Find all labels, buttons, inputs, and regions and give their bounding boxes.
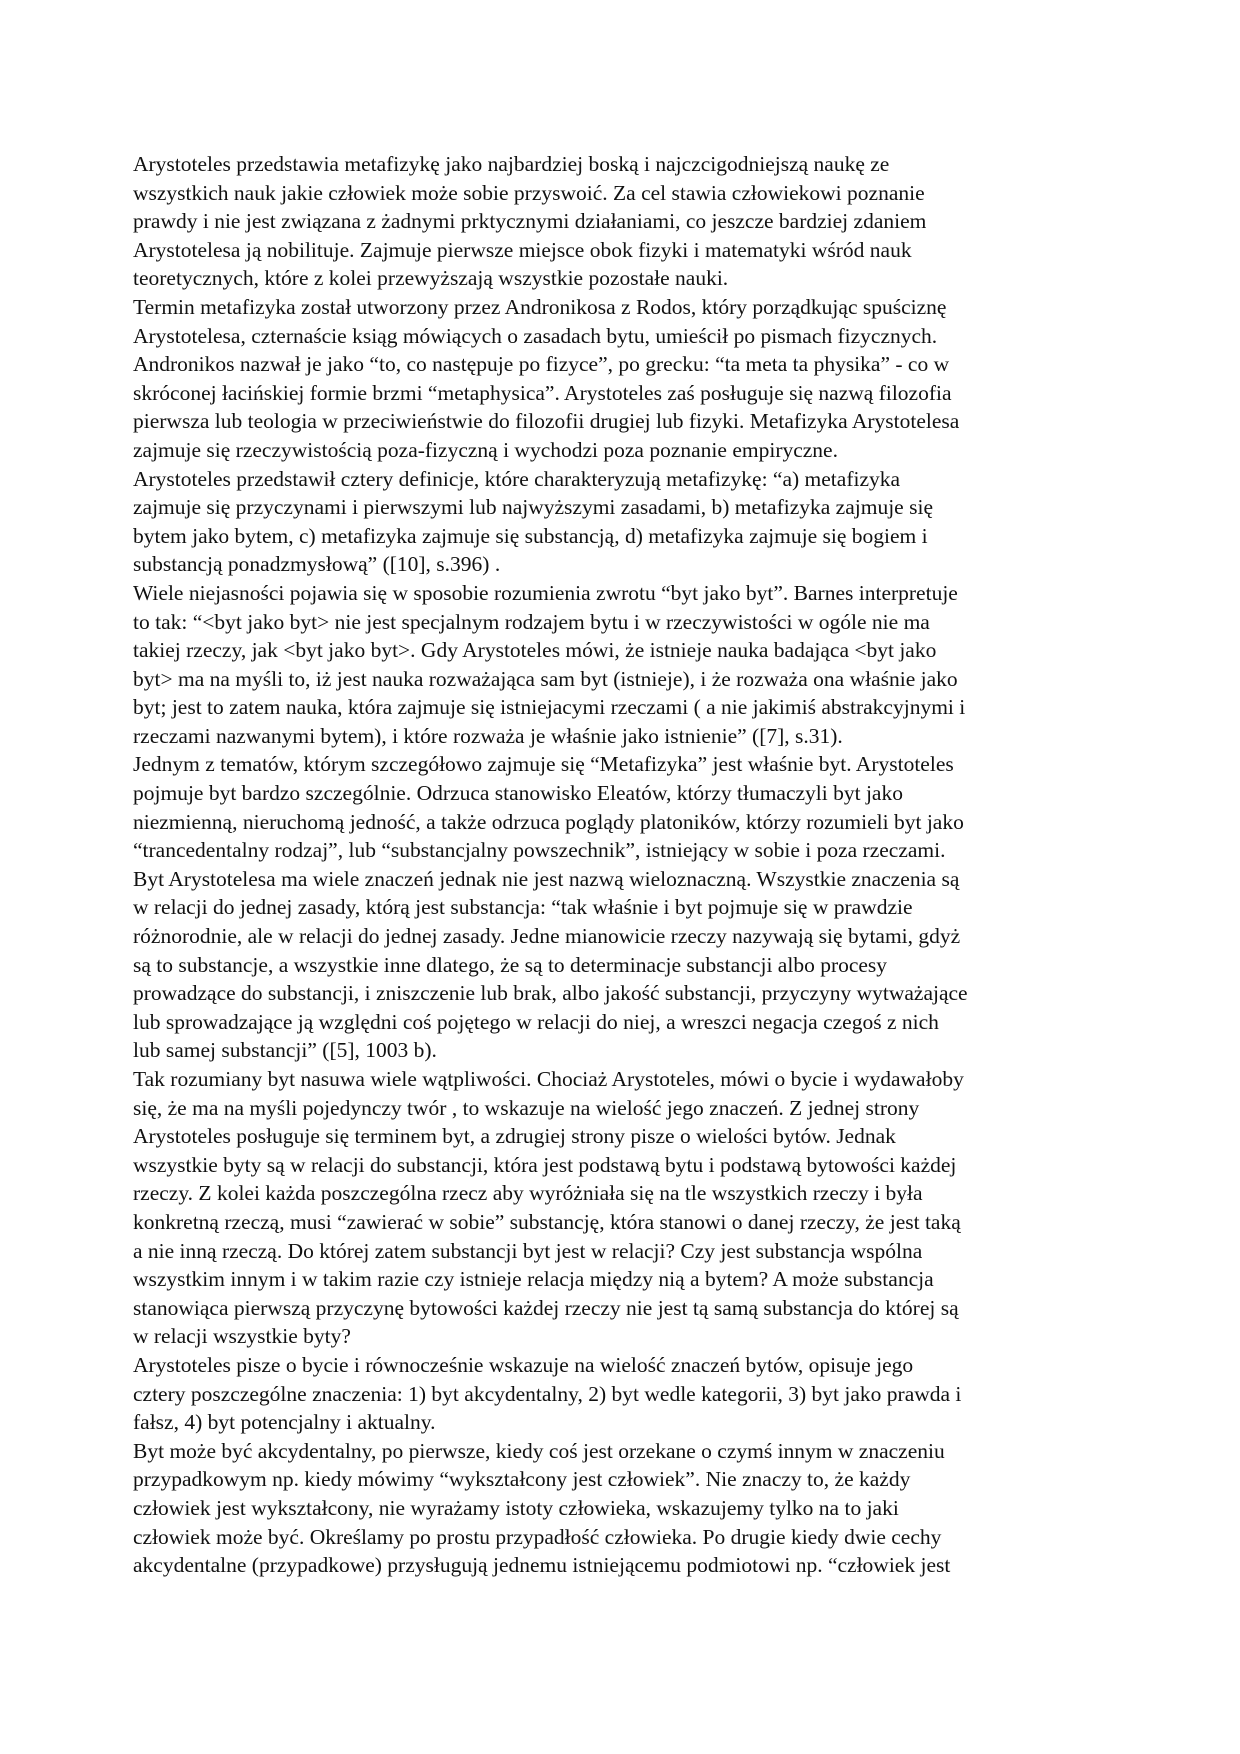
text-line: a nie inną rzeczą. Do której zatem substancji byt jest w relacji? Czy jest substancja wspólna — [133, 1238, 923, 1263]
text-line: bytem jako bytem, c) metafizyka zajmuje się substancją, d) metafizyka zajmuje się bogiem i — [133, 523, 928, 548]
text-line: Tak rozumiany byt nasuwa wiele wątpliwości. Chociaż Arystoteles, mówi o bycie i wydawałoby — [133, 1067, 964, 1091]
text-line: lub samej substancji” ([5], 1003 b). — [133, 1038, 437, 1063]
text-line: rzeczy. Z kolei każda poszczególna rzecz aby wyróżniała się na tle wszystkich rzeczy i była — [133, 1181, 923, 1206]
text-line: Jednym z tematów, którym szczegółowo zajmuje się “Metafizyka” jest właśnie byt. Arystoteles — [133, 752, 954, 777]
text-line: Termin metafizyka został utworzony przez Andronikosa z Rodos, który porządkując spuściznę — [133, 294, 947, 319]
text-line: takiej rzeczy, jak <byt jako byt>. Gdy Arystoteles mówi, że istnieje nauka badająca <byt jako — [133, 638, 937, 663]
text-line: cztery poszczególne znaczenia: 1) byt akcydentalny, 2) byt wedle kategorii, 3) byt jako prawda i — [133, 1381, 962, 1406]
text-line: wszystkie byty są w relacji do substancji, która jest podstawą bytu i podstawą bytowości każdej — [133, 1152, 957, 1177]
text-line: substancją ponadzmysłową” ([10], s.396) . — [133, 552, 501, 577]
text-line: Wiele niejasności pojawia się w sposobie rozumienia zwrotu “byt jako byt”. Barnes interpretuje — [133, 580, 958, 605]
text-line: prowadzące do substancji, i zniszczenie lub brak, albo jakość substancji, przyczyny wytważające — [133, 981, 968, 1006]
text-line: Arystoteles pisze o bycie i równocześnie wskazuje na wielość znaczeń bytów, opisuje jego — [133, 1352, 914, 1377]
text-line: byt> ma na myśli to, iż jest nauka rozważająca sam byt (istnieje), i że rozważa ona właśnie jako — [133, 666, 958, 691]
text-line: teoretycznych, które z kolei przewyższają wszystkie pozostałe nauki. — [133, 266, 729, 291]
text-line: wszystkich nauk jakie człowiek może sobie przyswoić. Za cel stawia człowiekowi poznanie — [133, 180, 925, 205]
text-line: Arystoteles przedstawił cztery definicje, które charakteryzują metafizykę: “a) metafizyka — [133, 466, 901, 491]
text-line: zajmuje się rzeczywistością poza-fizyczną i wychodzi poza poznanie empiryczne. — [133, 437, 838, 462]
text-line: Arystotelesa ją nobilituje. Zajmuje pierwsze miejsce obok fizyki i matematyki wśród nauk — [133, 237, 912, 262]
text-line: Arystoteles przedstawia metafizykę jako najbardziej boską i najczcigodniejszą naukę ze — [133, 152, 890, 176]
text-line: “trancedentalny rodzaj”, lub “substancjalny powszechnik”, istniejący w sobie i poza rzeczami. — [133, 838, 946, 863]
text-line: pierwsza lub teologia w przeciwieństwie do filozofii drugiej lub fizyki. Metafizyka Arystotelesa — [133, 409, 960, 434]
text-line: Arystoteles posługuje się terminem byt, a zdrugiej strony pisze o wielości bytów. Jednak — [133, 1124, 896, 1149]
text-line: Byt może być akcydentalny, po pierwsze, kiedy coś jest orzekane o czymś innym w znaczeniu — [133, 1438, 945, 1463]
text-line: pojmuje byt bardzo szczególnie. Odrzuca stanowisko Eleatów, którzy tłumaczyli byt jako — [133, 781, 903, 806]
text-line: akcydentalne (przypadkowe) przysługują jednemu istniejącemu podmiotowi np. “człowiek jest — [133, 1553, 951, 1578]
text-line: Andronikos nazwał je jako “to, co następuje po fizyce”, po grecku: “ta meta ta physika” - co w — [133, 352, 950, 377]
text-line: skróconej łacińskiej formie brzmi “metaphysica”. Arystoteles zaś posługuje się nazwą filozofia — [133, 380, 952, 405]
text-line: konkretną rzeczą, musi “zawierać w sobie” substancję, która stanowi o danej rzeczy, że jest taką — [133, 1209, 961, 1234]
text-line: człowiek może być. Określamy po prostu przypadłość człowieka. Po drugie kiedy dwie cechy — [133, 1524, 942, 1549]
document-text-body — [133, 150, 1101, 1580]
text-line: zajmuje się przyczynami i pierwszymi lub najwyższymi zasadami, b) metafizyka zajmuje się — [133, 495, 933, 520]
text-line: Byt Arystotelesa ma wiele znaczeń jednak nie jest nazwą wieloznaczną. Wszystkie znaczenia są — [133, 866, 960, 891]
text-line: w relacji do jednej zasady, którą jest substancja: “tak właśnie i byt pojmuje się w prawdzie — [133, 895, 913, 920]
text-line: wszystkim innym i w takim razie czy istnieje relacja między nią a bytem? A może substancja — [133, 1267, 934, 1292]
text-line: stanowiąca pierwszą przyczynę bytowości każdej rzeczy nie jest tą samą substancja do której są — [133, 1295, 959, 1320]
text-line: niezmienną, nieruchomą jedność, a także odrzuca poglądy platoników, którzy rozumieli byt jako — [133, 809, 964, 834]
text-line: różnorodnie, ale w relacji do jednej zasady. Jedne mianowicie rzeczy nazywają się bytami, gdyż — [133, 924, 961, 949]
text-line: lub sprowadzające ją względni coś pojętego w relacji do niej, a wreszci negacja czegoś z nich — [133, 1009, 939, 1034]
text-line: to tak: “<byt jako byt> nie jest specjalnym rodzajem bytu i w rzeczywistości w ogóle nie ma — [133, 609, 930, 634]
text-line: rzeczami nazwanymi bytem), i które rozważa je właśnie jako istnienie” ([7], s.31). — [133, 723, 843, 748]
text-line: się, że ma na myśli pojedynczy twór , to wskazuje na wielość jego znaczeń. Z jednej strony — [133, 1095, 920, 1120]
text-line: w relacji wszystkie byty? — [133, 1324, 351, 1349]
text-line: fałsz, 4) byt potencjalny i aktualny. — [133, 1410, 436, 1435]
text-line: prawdy i nie jest związana z żadnymi prktycznymi działaniami, co jeszcze bardziej zdaniem — [133, 209, 927, 234]
text-line: byt; jest to zatem nauka, która zajmuje się istniejacymi rzeczami ( a nie jakimiś abstrakcyjnymi i — [133, 695, 966, 720]
text-line: są to substancje, a wszystkie inne dlatego, że są to determinacje substancji albo procesy — [133, 952, 888, 977]
text-line: przypadkowym np. kiedy mówimy “wykształcony jest człowiek”. Nie znaczy to, że każdy — [133, 1467, 911, 1492]
text-line: człowiek jest wykształcony, nie wyrażamy istoty człowieka, wskazujemy tylko na to jaki — [133, 1495, 899, 1520]
text-line: Arystotelesa, czternaście ksiąg mówiących o zasadach bytu, umieścił po pismach fizycznych. — [133, 323, 938, 348]
